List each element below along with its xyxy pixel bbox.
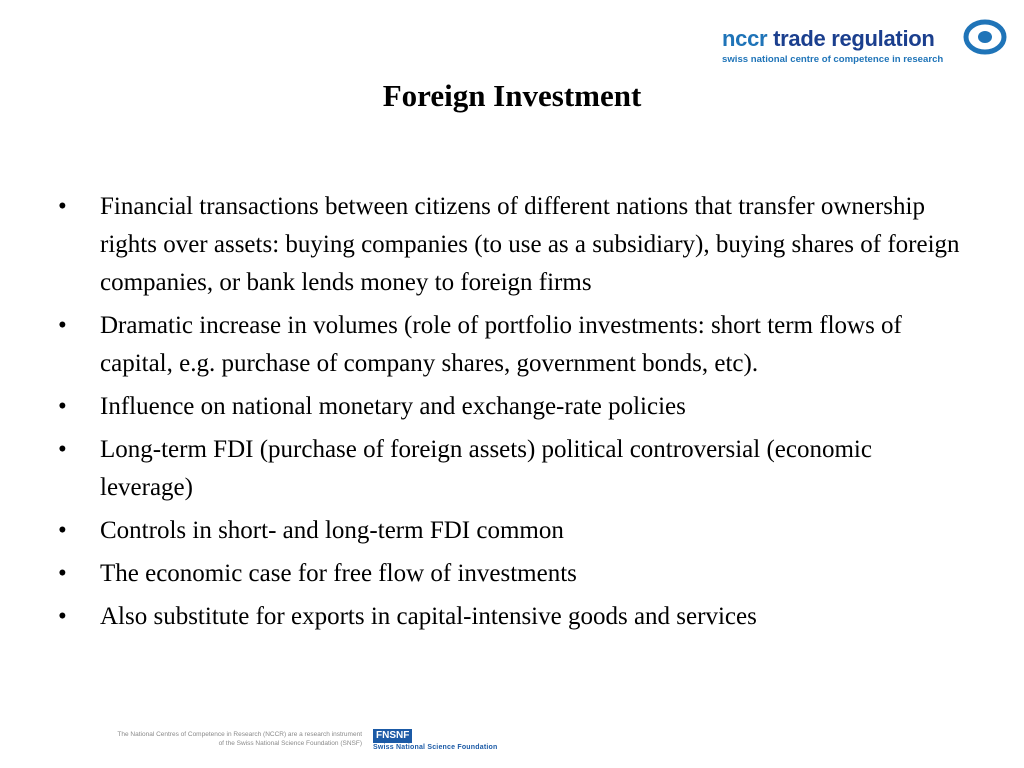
logo-tagline: swiss national centre of competence in research — [722, 54, 944, 65]
bullet-list — [56, 188, 966, 641]
bullet-marker: • — [58, 436, 67, 463]
bullet-marker: • — [58, 517, 67, 544]
bullet-text: Dramatic increase in volumes (role of portfolio investments: short term flows of capital, e.g. purchase of company shares, government bonds, etc). — [100, 312, 902, 377]
bullet-item — [56, 388, 966, 426]
bullet-text: The economic case for free flow of investments — [100, 560, 577, 587]
bullet-item — [56, 431, 966, 507]
footer-nccr-note — [40, 730, 362, 748]
bullet-text: Controls in short- and long-term FDI common — [100, 517, 564, 544]
bullet-text: Also substitute for exports in capital-intensive goods and services — [100, 603, 757, 630]
bullet-marker: • — [58, 603, 67, 630]
logo-brand-text — [722, 26, 935, 52]
bullet-marker: • — [58, 560, 67, 587]
bullet-item — [56, 307, 966, 383]
bullet-item — [56, 598, 966, 636]
bullet-text: Influence on national monetary and exchange-rate policies — [100, 393, 686, 420]
logo-brand-nccr: nccr — [722, 26, 768, 51]
bullet-text: Long-term FDI (purchase of foreign assets) political controversial (economic leverage) — [100, 436, 872, 501]
footer-note-line-2: of the Swiss National Science Foundation (SNSF) — [218, 740, 362, 747]
bullet-marker: • — [58, 393, 67, 420]
bullet-marker: • — [58, 193, 67, 220]
nccr-trade-regulation-logo — [722, 18, 1012, 70]
snf-name: Swiss National Science Foundation — [373, 744, 498, 751]
eye-ring-logo-icon — [962, 18, 1008, 56]
bullet-item — [56, 188, 966, 302]
slide-title: Foreign Investment — [382, 78, 642, 113]
bullet-item — [56, 512, 966, 550]
footer-note-line-1: The National Centres of Competence in Research (NCCR) are a research instrument — [117, 731, 362, 738]
snf-mark: FNSNF — [373, 729, 412, 743]
bullet-text: Financial transactions between citizens of different nations that transfer ownership rights over assets: buying companies (to use as a subsidiary), buying shares of foreign companies, or bank lends money to foreign firms — [100, 193, 960, 296]
logo-brand-trade-regulation: trade regulation — [773, 26, 935, 51]
bullet-marker: • — [58, 312, 67, 339]
bullet-item — [56, 555, 966, 593]
